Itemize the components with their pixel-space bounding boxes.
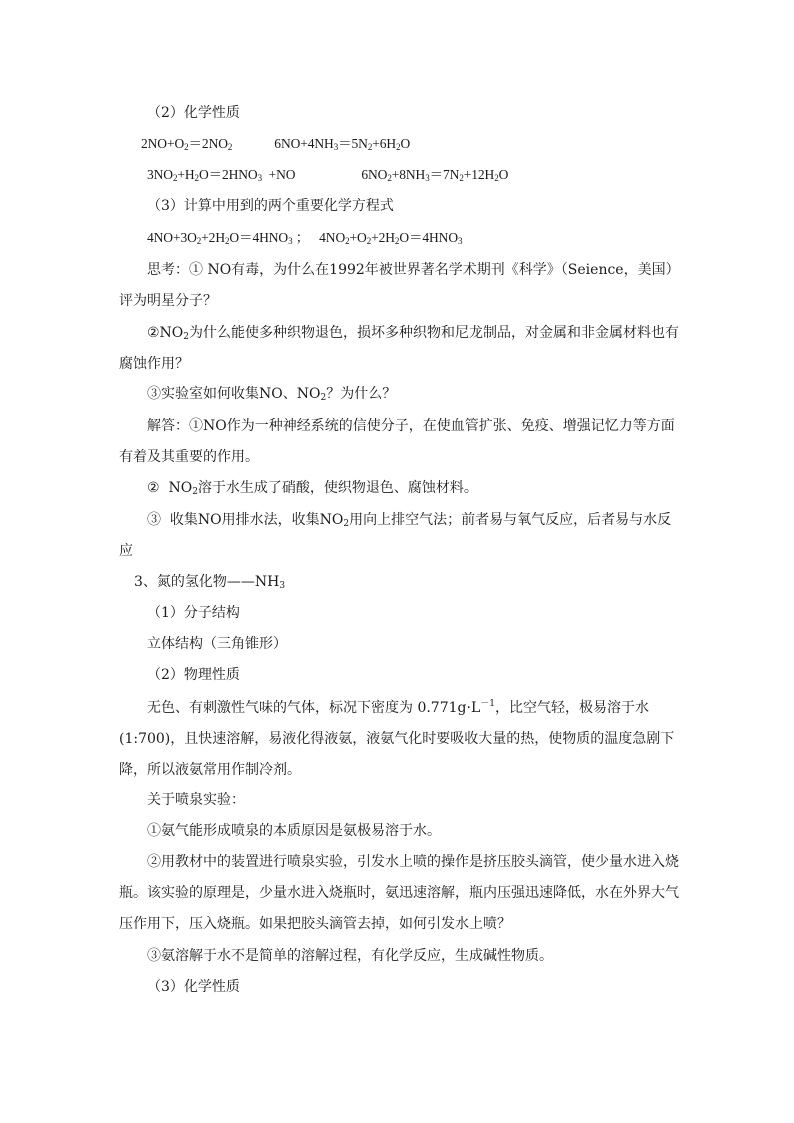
stereo-structure: 立体结构（三角锥形） bbox=[147, 636, 287, 652]
molecular-structure-heading: （1）分子结构 bbox=[147, 605, 240, 621]
think-question-3: ③实验室如何收集NO、$NO_2$？为什么？ bbox=[147, 386, 397, 403]
equation-line-2 bbox=[147, 165, 508, 185]
equation-no-o2: $2NO+O_2=2NO_2$ bbox=[141, 136, 233, 152]
fountain-point-3: ③氨溶解于水不是简单的溶解过程，有化学反应，生成碱性物质。 bbox=[147, 948, 553, 964]
answer-3: ③ 收集NO用排水法，收集$NO_2$用向上排空气法；前者易与氧气反应，后者易与水反应 bbox=[119, 512, 672, 559]
equation-no2-nh3: $6NO_2+8NH_3=7N_2+12H_2O$ bbox=[361, 167, 509, 183]
chemical-properties-heading-2: （3）化学性质 bbox=[147, 979, 240, 995]
calculation-equations-heading: （3）计算中用到的两个重要化学方程式 bbox=[147, 198, 394, 214]
section-3-heading: 3、氮的氢化物$——NH_3$ bbox=[134, 574, 286, 591]
fountain-point-2: ②用教材中的装置进行喷泉实验，引发水上喷的操作是挤压胶头滴管，使少量水进入烧瓶。该实验的原理是，少量水进入烧瓶时，氨迅速溶解，瓶内压强迅速降低，水在外界大气压作用下，压入烧瓶。如果把胶头滴管去掉，如何引发水上喷？ bbox=[119, 854, 679, 932]
answer-1: 解答：①NO作为一种神经系统的信使分子，在使血管扩张、免疫、增强记忆力等方面有着及其重要的作用。 bbox=[119, 418, 675, 465]
fountain-point-1: ①氨气能形成喷泉的本质原因是氨极易溶于水。 bbox=[147, 823, 441, 839]
equation-line-3 bbox=[147, 228, 462, 248]
fountain-experiment-heading: 关于喷泉实验： bbox=[147, 792, 245, 808]
equation-no2-o2-h2o: $4NO_2+O_2+2H_2O=4HNO_3$ bbox=[319, 230, 463, 246]
think-question-2: $②NO_2$为什么能使多种织物退色，损坏多种织物和尼龙制品，对金属和非金属材料也有腐蚀作用？ bbox=[119, 325, 680, 372]
equation-no-nh3: $6NO+4NH_3=5N_2+6H_2O$ bbox=[274, 136, 411, 152]
chemical-properties-heading: （2）化学性质 bbox=[147, 105, 240, 121]
equation-line-1 bbox=[141, 134, 410, 154]
think-question-1: 思考：① NO有毒，为什么在1992年被世界著名学术期刊《科学》（Seience，美国）评为明星分子？ bbox=[119, 262, 673, 309]
equation-no-o2-h2o: $4NO+3O_2+2H_2O=4HNO_3$ ； bbox=[147, 230, 310, 246]
equation-no2-h2o: $3NO_2+H_2O=2HNO_3 +NO$ bbox=[147, 167, 296, 183]
physical-properties-description: 无色、有刺激性气味的气体，标况下密度为 $0.771g\cdot L^{-1}$，比空气轻，极易溶于水(1:700)，且快速溶解，易液化得液氨，液氨气化时要吸收大量的热，使物质的温度急剧下降，所以液氨常用作制冷剂。 bbox=[119, 699, 675, 778]
answer-2: ② $NO_2$溶于水生成了硝酸，使织物退色、腐蚀材料。 bbox=[147, 480, 478, 497]
physical-properties-heading: （2）物理性质 bbox=[147, 667, 240, 683]
